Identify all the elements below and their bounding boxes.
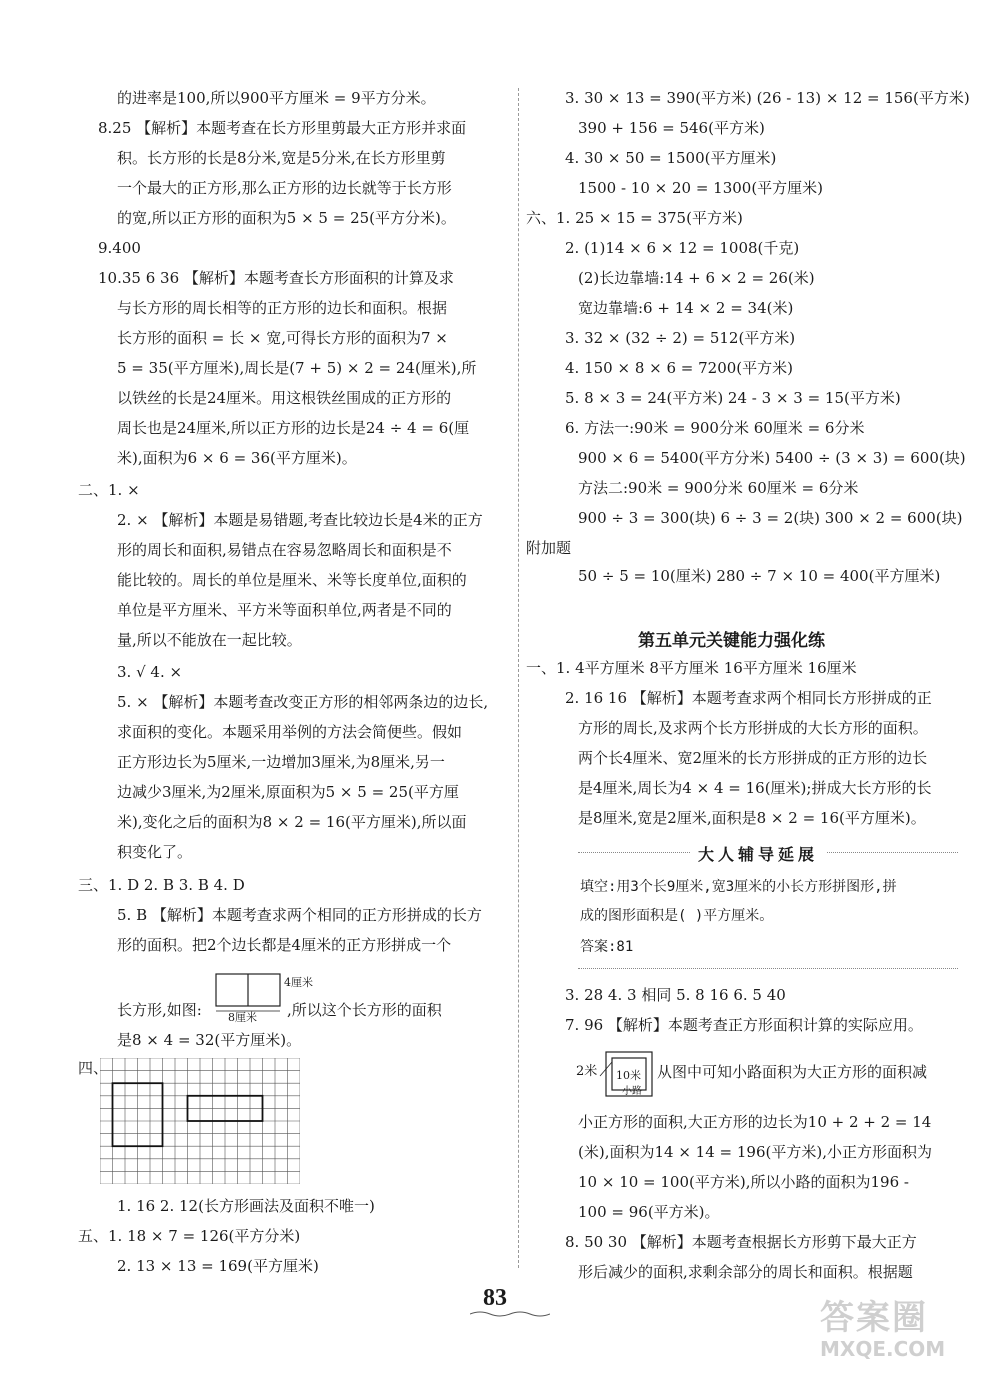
figure-width-label: 8厘米	[228, 1011, 257, 1024]
left-line: 形的周长和面积,易错点在容易忽略周长和面积是不	[117, 541, 452, 559]
left-line: 的进率是100,所以900平方厘米 = 9平方分米。	[117, 89, 436, 107]
left-line: 米),变化之后的面积为8 × 2 = 16(平方厘米),所以面	[117, 813, 467, 831]
right-line: 10 × 10 = 100(平方米),所以小路的面积为196 -	[578, 1173, 909, 1191]
right-line: 2. 16 16 【解析】本题考查求两个相同长方形拼成的正	[565, 689, 932, 707]
left-line: 1. 16 2. 12(长方形画法及面积不唯一)	[117, 1197, 375, 1215]
left-line: 与长方形的周长相等的正方形的边长和面积。根据	[117, 299, 448, 317]
left-line: 周长也是24厘米,所以正方形的边长是24 ÷ 4 = 6(厘	[117, 419, 470, 437]
right-line: 宽边靠墙:6 + 14 × 2 = 34(米)	[578, 299, 794, 317]
left-line: 正方形边长为5厘米,一边增加3厘米,为8厘米,另一	[117, 753, 445, 771]
left-line: 二、1. ×	[78, 481, 140, 499]
figure-height-label: 4厘米	[284, 976, 313, 989]
right-line: 2. (1)14 × 6 × 12 = 1008(千克)	[565, 239, 800, 257]
right-line: 50 ÷ 5 = 10(厘米) 280 ÷ 7 × 10 = 400(平方厘米)	[578, 567, 941, 585]
left-line: 2. × 【解析】本题是易错题,考查比较边长是4米的正方	[117, 511, 483, 529]
right-line: 100 = 96(平方米)。	[578, 1203, 720, 1221]
right-line: 方形的周长,及求两个长方形拼成的大长方形的面积。	[578, 719, 928, 737]
right-line: 900 × 6 = 5400(平方分米) 5400 ÷ (3 × 3) = 600(块)	[578, 449, 966, 467]
left-line: 积变化了。	[117, 843, 193, 861]
right-line: 5. 8 × 3 = 24(平方米) 24 - 3 × 3 = 15(平方米)	[565, 389, 901, 407]
left-line: 5 = 35(平方厘米),周长是(7 + 5) × 2 = 24(厘米),所	[117, 359, 477, 377]
left-line: 四、	[78, 1059, 109, 1077]
watermark-text-1: 答案圈	[820, 1298, 928, 1338]
left-line: 求面积的变化。本题采用举例的方法会简便些。假如	[117, 723, 463, 741]
left-line: 边减少3厘米,为2厘米,原面积为5 × 5 = 25(平方厘	[117, 783, 459, 801]
left-line: 5. × 【解析】本题考查改变正方形的相邻两条边的边长,	[117, 693, 489, 711]
extension-title: 大人辅导延展	[690, 842, 826, 865]
right-line: 六、1. 25 × 15 = 375(平方米)	[526, 209, 743, 227]
right-line: 是4厘米,周长为4 × 4 = 16(厘米);拼成大长方形的长	[578, 779, 932, 797]
right-line: 4. 30 × 50 = 1500(平方厘米)	[565, 149, 777, 167]
left-line: 以铁丝的长是24厘米。用这根铁丝围成的正方形的	[117, 389, 452, 407]
extension-line-2: 成的图形面积是( )平方厘米。	[580, 908, 774, 924]
right-line: 7. 96 【解析】本题考查正方形面积计算的实际应用。	[565, 1016, 923, 1034]
left-line: ,所以这个长方形的面积	[287, 1001, 442, 1019]
watermark-logo	[820, 1290, 970, 1360]
right-line: 8. 50 30 【解析】本题考查根据长方形剪下最大正方	[565, 1233, 917, 1251]
path-label: 小路	[622, 1086, 642, 1097]
left-line: 能比较的。周长的单位是厘米、米等长度单位,面积的	[117, 571, 467, 589]
extension-line-1: 填空:用3个长9厘米,宽3厘米的小长方形拼图形,拼	[580, 879, 897, 895]
right-line: 两个长4厘米、宽2厘米的长方形拼成的正方形的边长	[578, 749, 928, 767]
right-line: 6. 方法一:90米 = 900分米 60厘米 = 6分米	[565, 419, 865, 437]
right-line: 是8厘米,宽是2厘米,面积是8 × 2 = 16(平方厘米)。	[578, 809, 926, 827]
extension-bottom-rule	[578, 968, 958, 969]
left-line: 一个最大的正方形,那么正方形的边长就等于长方形	[117, 179, 452, 197]
left-line: 9.400	[98, 239, 141, 257]
watermark-text-2: MXQE.COM	[820, 1337, 946, 1361]
left-line: 量,所以不能放在一起比较。	[117, 631, 302, 649]
right-line: 一、1. 4平方厘米 8平方厘米 16平方厘米 16厘米	[526, 659, 857, 677]
left-line: 形的面积。把2个边长都是4厘米的正方形拼成一个	[117, 936, 452, 954]
left-line: 三、1. D 2. B 3. B 4. D	[78, 876, 245, 894]
left-line: 2. 13 × 13 = 169(平方厘米)	[117, 1257, 319, 1275]
left-line: 3. √ 4. ×	[117, 663, 183, 681]
page-number: 83	[483, 1285, 507, 1311]
page-number-ornament	[470, 1310, 550, 1318]
left-line: 积。长方形的长是8分米,宽是5分米,在长方形里剪	[117, 149, 446, 167]
right-line: 方法二:90米 = 900分米 60厘米 = 6分米	[578, 479, 859, 497]
right-line: 从图中可知小路面积为大正方形的面积减	[657, 1063, 928, 1081]
left-line: 10.35 6 36 【解析】本题考查长方形面积的计算及求	[98, 269, 454, 287]
right-line: (2)长边靠墙:14 + 6 × 2 = 26(米)	[578, 269, 815, 287]
right-line: (米),面积为14 × 14 = 196(平方米),小正方形面积为	[578, 1143, 932, 1161]
column-divider	[518, 88, 519, 1268]
grid-figure	[100, 1058, 300, 1184]
left-line: 是8 × 4 = 32(平方厘米)。	[117, 1031, 302, 1049]
left-line: 五、1. 18 × 7 = 126(平方分米)	[78, 1227, 301, 1245]
left-line: 5. B 【解析】本题考查求两个相同的正方形拼成的长方	[117, 906, 482, 924]
right-line: 900 ÷ 3 = 300(块) 6 ÷ 3 = 2(块) 300 × 2 = 600(块)	[578, 509, 963, 527]
left-line: 8.25 【解析】本题考查在长方形里剪最大正方形并求面	[98, 119, 467, 137]
right-line: 390 + 156 = 546(平方米)	[578, 119, 765, 137]
right-line: 附加题	[526, 539, 572, 557]
left-line: 长方形,如图:	[117, 1001, 202, 1019]
right-line: 3. 32 × (32 ÷ 2) = 512(平方米)	[565, 329, 796, 347]
section-title: 第五单元关键能力强化练	[638, 631, 825, 651]
right-line: 小正方形的面积,大正方形的边长为10 + 2 + 2 = 14	[578, 1113, 932, 1131]
left-line: 单位是平方厘米、平方米等面积单位,两者是不同的	[117, 601, 452, 619]
right-line: 3. 28 4. 3 相同 5. 8 16 6. 5 40	[565, 986, 786, 1004]
extension-answer: 答案:81	[580, 939, 634, 955]
path-outer-label: 2米	[576, 1064, 598, 1079]
right-line: 1500 - 10 × 20 = 1300(平方厘米)	[578, 179, 824, 197]
right-line: 形后减少的面积,求剩余部分的周长和面积。根据题	[578, 1263, 913, 1281]
right-line: 4. 150 × 8 × 6 = 7200(平方米)	[565, 359, 793, 377]
left-line: 米),面积为6 × 6 = 36(平方厘米)。	[117, 449, 357, 467]
path-inner-label: 10米	[616, 1069, 641, 1082]
right-line: 3. 30 × 13 = 390(平方米) (26 - 13) × 12 = 156(平方米)	[565, 89, 970, 107]
left-line: 的宽,所以正方形的面积为5 × 5 = 25(平方分米)。	[117, 209, 456, 227]
left-line: 长方形的面积 = 长 × 宽,可得长方形的面积为7 ×	[117, 329, 448, 347]
